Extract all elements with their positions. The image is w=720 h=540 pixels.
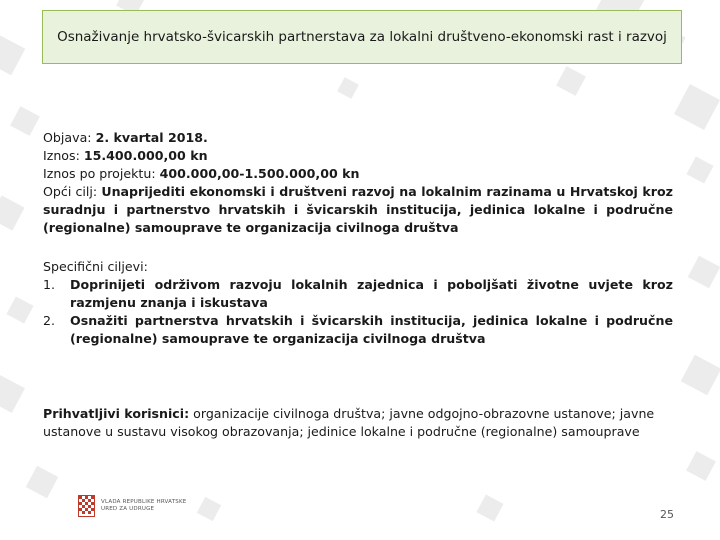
list-item-text: Doprinijeti održivom razvoju lokalnih zajednica i poboljšati životne uvjete kroz razmjenu znanja i iskustava xyxy=(70,277,673,310)
info-block xyxy=(43,129,673,237)
iznos-label: Iznos: xyxy=(43,148,80,163)
list-item-number: 2. xyxy=(43,313,56,328)
objava-label: Objava: xyxy=(43,130,92,145)
organization-name xyxy=(101,499,186,513)
slide-title-box xyxy=(42,10,682,64)
slide-title: Osnaživanje hrvatsko-švicarskih partnerstava za lokalni društveno-ekonomski rast i razvoj xyxy=(57,29,667,45)
cilj-value: Unaprijediti ekonomski i društveni razvoj na lokalnim razinama u Hrvatskoj kroz suradnju i partnerstvo hrvatskih i švicarskih institucija, jedinica lokalne i područne (regionalne) samouprave te organizacija civilnoga društva xyxy=(43,184,673,235)
page-number: 25 xyxy=(660,508,674,521)
korisnici-text: organizacije civilnoga društva; javne odgojno-obrazovne ustanove; javne ustanove u sustavu visokog obrazovanja; jedinice lokalne i područne (regionalne) samouprave xyxy=(43,406,655,439)
korisnici-label: Prihvatljivi korisnici: xyxy=(43,406,190,421)
iznos-projekt-value: 400.000,00-1.500.000,00 kn xyxy=(159,166,360,181)
organization-line-1: VLADA REPUBLIKE HRVATSKE xyxy=(101,499,187,505)
iznos-projekt-label: Iznos po projektu: xyxy=(43,166,156,181)
korisnici-block xyxy=(43,405,673,441)
objava-row xyxy=(43,129,673,147)
cilj-row xyxy=(43,183,673,237)
list-item-number: 1. xyxy=(43,277,56,292)
croatian-crest-icon xyxy=(78,495,95,517)
iznos-row xyxy=(43,147,673,165)
government-logo xyxy=(78,495,186,517)
list-item xyxy=(43,312,673,348)
iznos-value: 15.400.000,00 kn xyxy=(83,148,208,163)
iznos-projekt-row xyxy=(43,165,673,183)
list-item xyxy=(43,276,673,312)
cilj-label: Opći cilj: xyxy=(43,184,98,199)
objava-value: 2. kvartal 2018. xyxy=(95,130,208,145)
specificni-heading: Specifični ciljevi: xyxy=(43,259,148,274)
specificni-block xyxy=(43,258,673,348)
organization-line-2: URED ZA UDRUGE xyxy=(101,506,155,512)
list-item-text: Osnažiti partnerstva hrvatskih i švicarskih institucija, jedinica lokalne i područne (regionalne) samouprave te organizacija civilnoga društva xyxy=(70,313,673,346)
